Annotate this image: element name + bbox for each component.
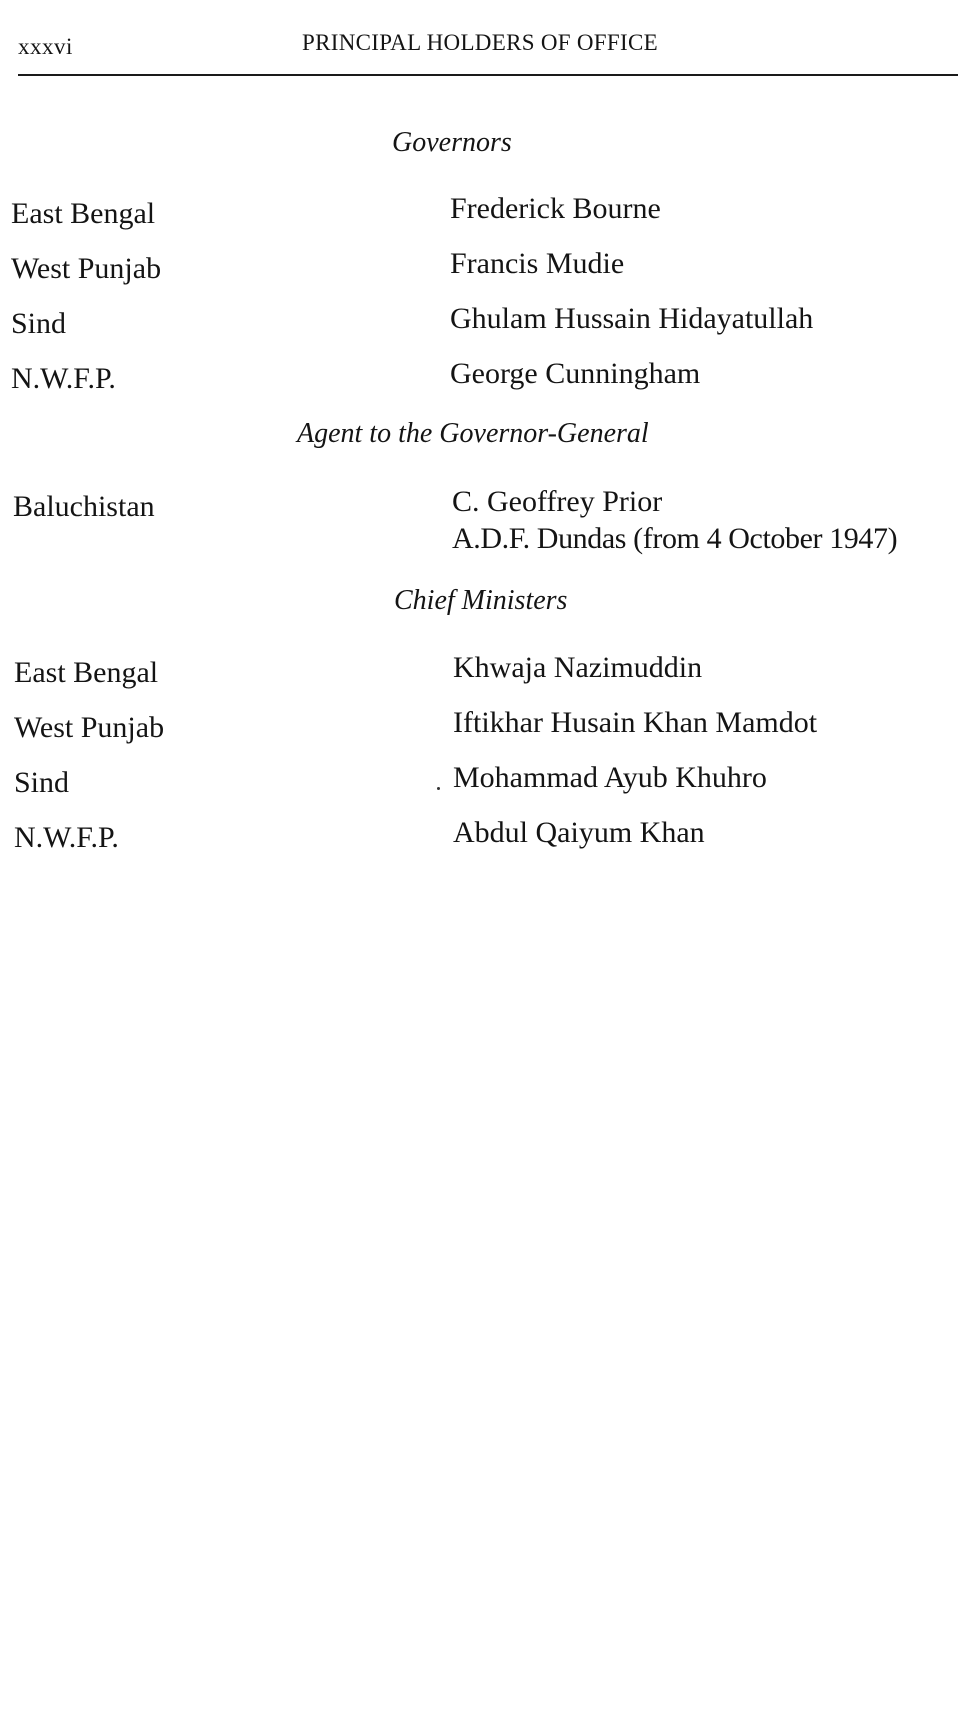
governor-holder: Francis Mudie	[450, 247, 625, 280]
chief-minister-region: N.W.F.P.	[14, 821, 119, 854]
governor-region: West Punjab	[11, 252, 162, 285]
section-heading-agent: Agent to the Governor-General	[297, 418, 649, 449]
chief-minister-region: Sind	[14, 766, 70, 799]
chief-minister-region: West Punjab	[14, 711, 165, 744]
chief-minister-holder: Mohammad Ayub Khuhro	[453, 761, 767, 794]
section-heading-chief-ministers: Chief Ministers	[394, 585, 568, 616]
governor-region: N.W.F.P.	[11, 362, 116, 395]
section-heading-governors: Governors	[392, 127, 512, 158]
governor-region: Sind	[11, 307, 67, 340]
chief-minister-region: East Bengal	[14, 656, 159, 689]
chief-minister-holder: Abdul Qaiyum Khan	[453, 816, 705, 849]
chief-minister-holder: Iftikhar Husain Khan Mamdot	[453, 706, 818, 739]
governor-region: East Bengal	[11, 197, 156, 230]
governor-holder: Frederick Bourne	[450, 192, 661, 225]
governor-holder: George Cunningham	[450, 357, 701, 390]
page-header	[18, 24, 958, 76]
agent-holder: C. Geoffrey Prior	[452, 485, 663, 518]
agent-holder-successor: A.D.F. Dundas (from 4 October 1947)	[452, 522, 898, 555]
agent-region: Baluchistan	[13, 490, 155, 523]
running-head: PRINCIPAL HOLDERS OF OFFICE	[302, 30, 658, 55]
chief-minister-holder: Khwaja Nazimuddin	[453, 651, 703, 684]
governor-holder: Ghulam Hussain Hidayatullah	[450, 302, 814, 335]
ink-speck	[437, 787, 440, 790]
page-number: xxxvi	[18, 34, 73, 59]
